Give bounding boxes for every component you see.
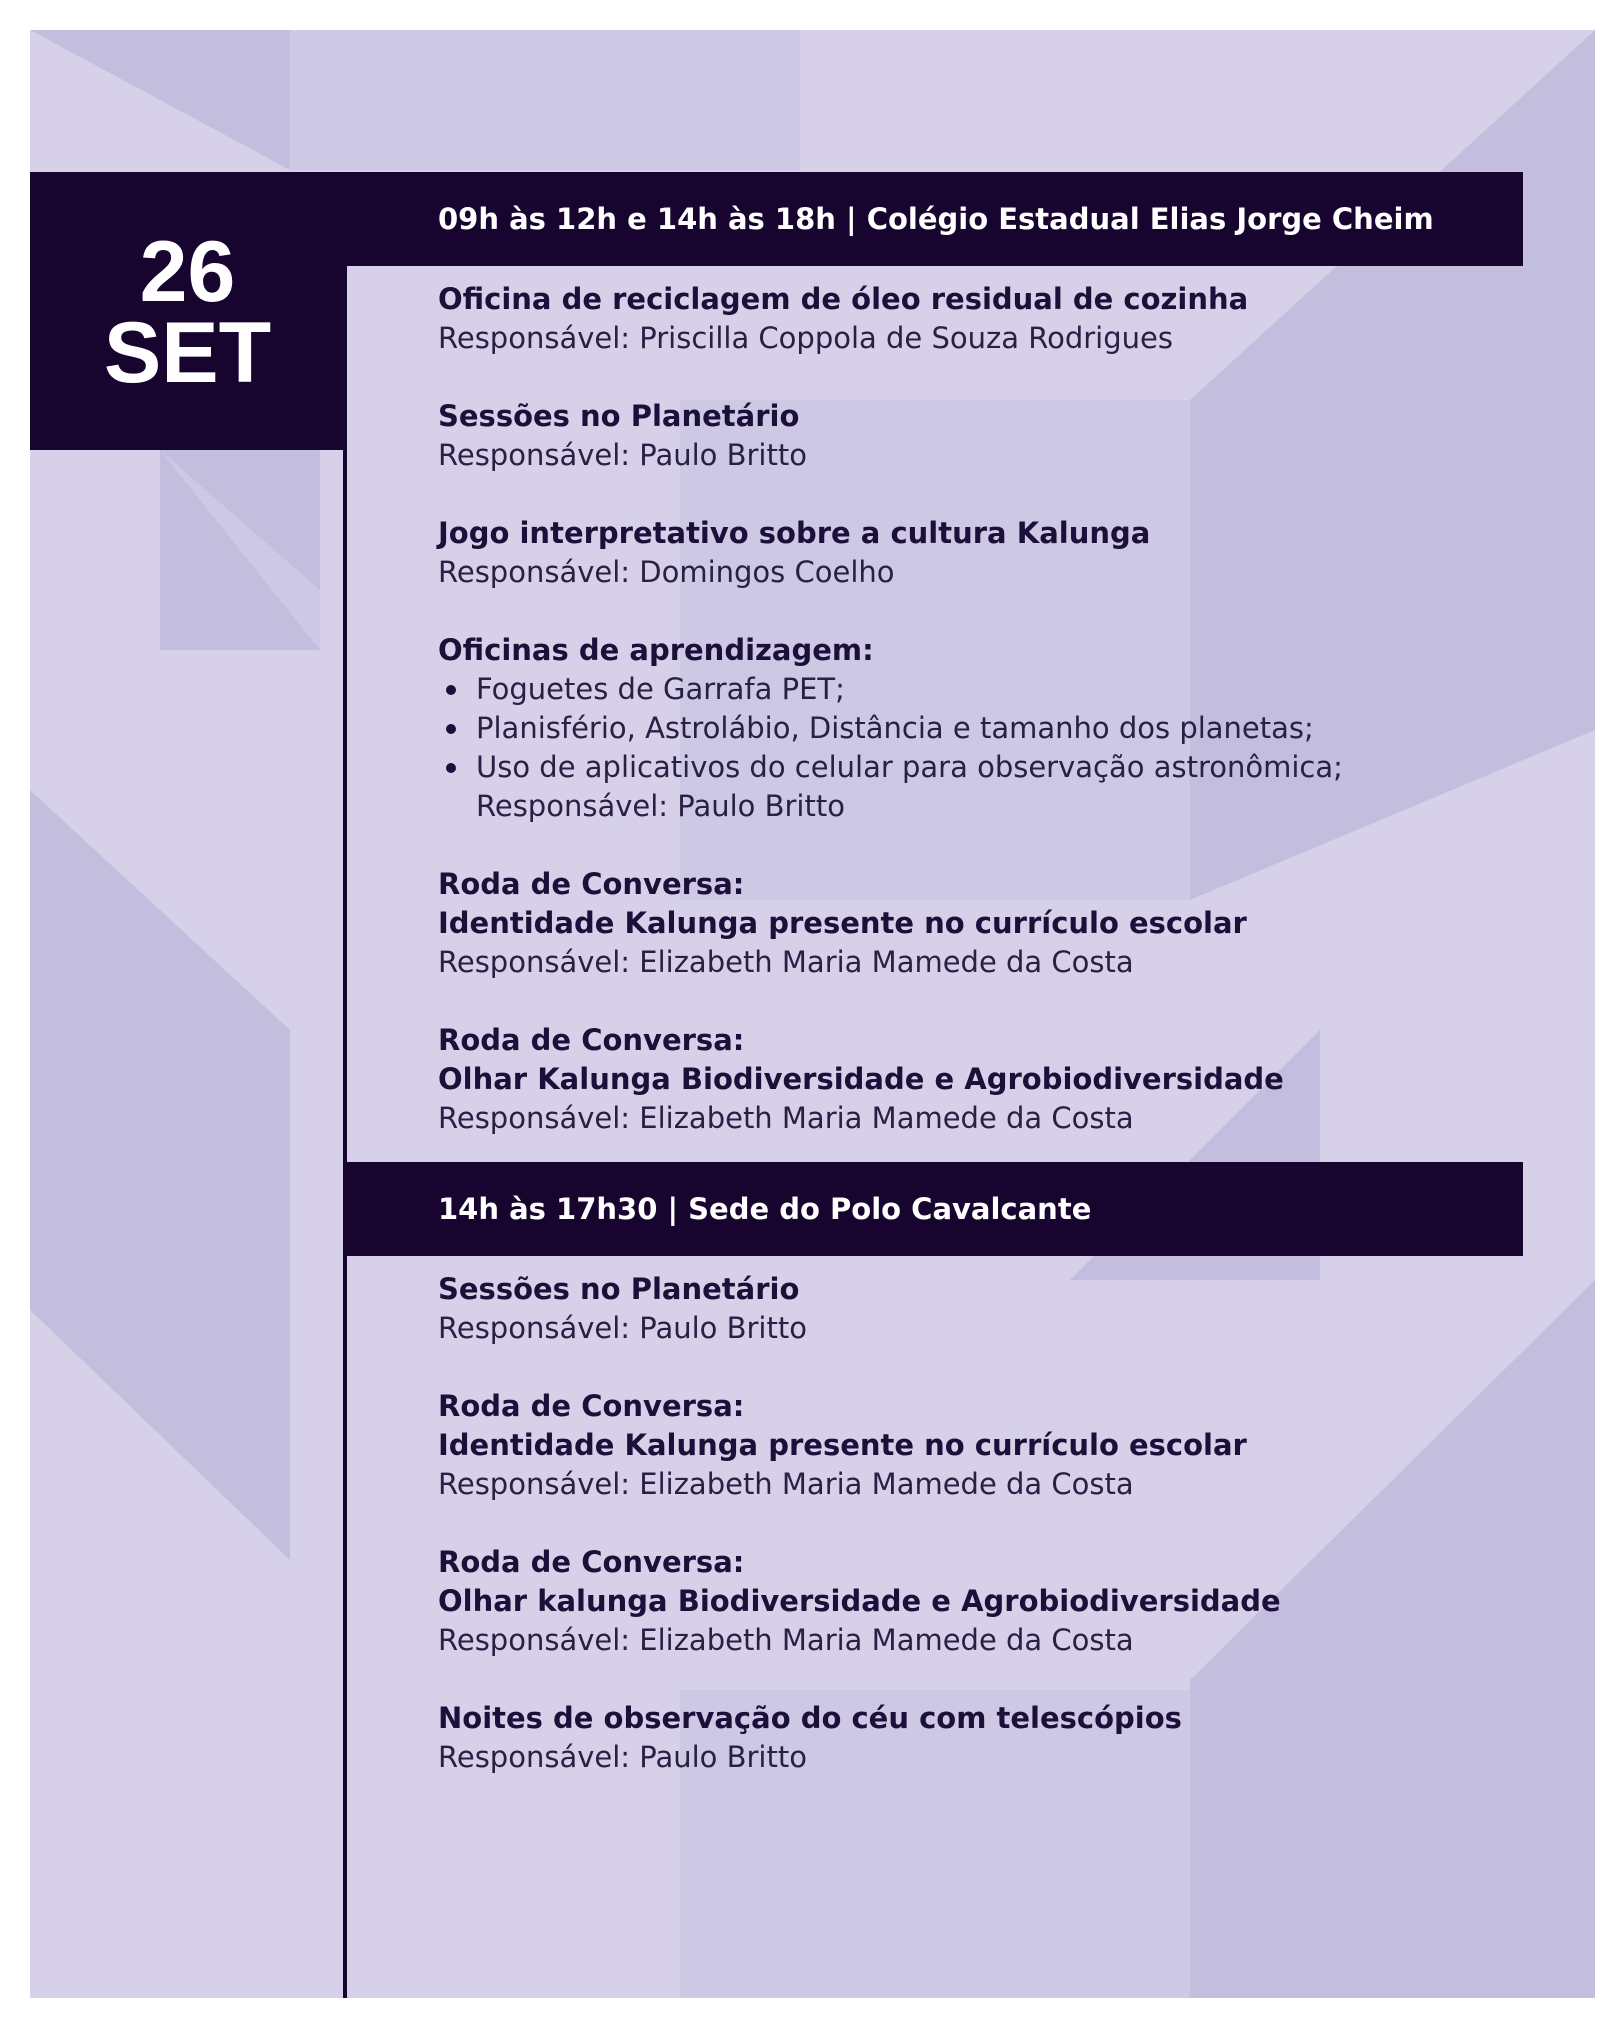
list-item: [438, 1699, 1538, 1777]
item-subtitle: Olhar kalunga Biodiversidade e Agrobiodiversidade: [438, 1584, 1281, 1618]
session-1-list: [438, 280, 1538, 1177]
list-item: [438, 280, 1538, 358]
item-responsible: Responsável: Paulo Britto: [438, 1311, 807, 1345]
list-item: [438, 514, 1538, 592]
list-item: [438, 1543, 1538, 1660]
item-responsible: Responsável: Paulo Britto: [476, 789, 845, 823]
item-responsible: Responsável: Domingos Coelho: [438, 555, 895, 589]
item-responsible: Responsável: Paulo Britto: [438, 1740, 807, 1774]
item-title: Oficina de reciclagem de óleo residual de cozinha: [438, 282, 1249, 316]
item-responsible: Responsável: Paulo Britto: [438, 438, 807, 472]
item-subtitle: Identidade Kalunga presente no currículo escolar: [438, 906, 1247, 940]
session-header-2: 14h às 17h30 | Sede do Polo Cavalcante: [345, 1162, 1523, 1256]
item-title: Roda de Conversa:: [438, 1023, 745, 1057]
item-title: Sessões no Planetário: [438, 1272, 800, 1306]
item-responsible: Responsável: Elizabeth Maria Mamede da Costa: [438, 945, 1134, 979]
timeline-line: [343, 172, 347, 1998]
date-badge: [30, 172, 345, 450]
item-responsible: Responsável: Elizabeth Maria Mamede da Costa: [438, 1467, 1134, 1501]
item-responsible: Responsável: Elizabeth Maria Mamede da Costa: [438, 1101, 1134, 1135]
bullet-item: Foguetes de Garrafa PET;: [438, 670, 1538, 709]
date-day: 26: [139, 224, 236, 320]
item-title: Jogo interpretativo sobre a cultura Kalunga: [438, 516, 1151, 550]
item-title: Noites de observação do céu com telescópios: [438, 1701, 1182, 1735]
item-title: Sessões no Planetário: [438, 399, 800, 433]
item-subtitle: Identidade Kalunga presente no currículo escolar: [438, 1428, 1247, 1462]
date-month: SET: [103, 305, 272, 401]
list-item: [438, 397, 1538, 475]
poster: [30, 30, 1595, 1998]
item-subtitle: Olhar Kalunga Biodiversidade e Agrobiodiversidade: [438, 1062, 1284, 1096]
list-item: [438, 865, 1538, 982]
item-title: Oficinas de aprendizagem:: [438, 633, 874, 667]
list-item: [438, 1021, 1538, 1138]
session-2-list: [438, 1270, 1538, 1816]
bullet-item: Uso de aplicativos do celular para observação astronômica;: [438, 748, 1538, 787]
item-title: Roda de Conversa:: [438, 867, 745, 901]
list-item: [438, 1387, 1538, 1504]
bullet-list: [438, 670, 1538, 787]
list-item: [438, 1270, 1538, 1348]
bullet-item: Planisfério, Astrolábio, Distância e tamanho dos planetas;: [438, 709, 1538, 748]
item-title: Roda de Conversa:: [438, 1545, 745, 1579]
item-responsible: Responsável: Priscilla Coppola de Souza Rodrigues: [438, 321, 1173, 355]
item-title: Roda de Conversa:: [438, 1389, 745, 1423]
list-item: [438, 631, 1538, 826]
item-responsible: Responsável: Elizabeth Maria Mamede da Costa: [438, 1623, 1134, 1657]
session-header-1: 09h às 12h e 14h às 18h | Colégio Estadual Elias Jorge Cheim: [345, 172, 1523, 266]
